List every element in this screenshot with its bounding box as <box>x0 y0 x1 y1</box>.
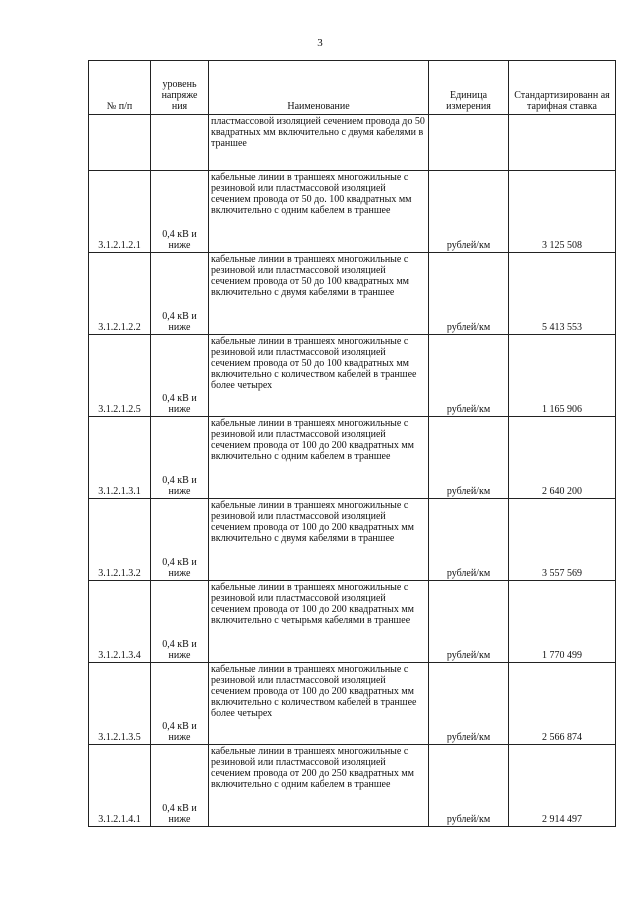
cell-level: 0,4 кВ и ниже <box>151 663 209 745</box>
cell-unit: рублей/км <box>429 663 509 745</box>
cell-rate: 2 566 874 <box>509 663 616 745</box>
cell-unit: рублей/км <box>429 253 509 335</box>
table-row <box>89 745 616 827</box>
table-row <box>89 171 616 253</box>
cell-level: 0,4 кВ и ниже <box>151 745 209 827</box>
cell-unit: рублей/км <box>429 417 509 499</box>
cell-num: 3.1.2.1.2.2 <box>89 253 151 335</box>
cell-rate <box>509 115 616 171</box>
cell-rate: 3 125 508 <box>509 171 616 253</box>
cell-num: 3.1.2.1.3.4 <box>89 581 151 663</box>
cell-unit: рублей/км <box>429 581 509 663</box>
cell-rate: 5 413 553 <box>509 253 616 335</box>
cell-level: 0,4 кВ и ниже <box>151 417 209 499</box>
header-unit: Единица измерения <box>429 61 509 115</box>
cell-name: кабельные линии в траншеях многожильные с резиновой или пластмассовой изоляцией сечением провода от 200 до 250 квадратных мм включительно с одним кабелем в траншее <box>209 745 429 827</box>
cell-unit: рублей/км <box>429 171 509 253</box>
cell-level: 0,4 кВ и ниже <box>151 253 209 335</box>
cell-unit <box>429 115 509 171</box>
cell-name: кабельные линии в траншеях многожильные с резиновой или пластмассовой изоляцией сечением провода от 100 до 200 квадратных мм включительно с одним кабелем в траншее <box>209 417 429 499</box>
cell-level: 0,4 кВ и ниже <box>151 335 209 417</box>
cell-rate: 2 914 497 <box>509 745 616 827</box>
header-name: Наименование <box>209 61 429 115</box>
cell-unit: рублей/км <box>429 335 509 417</box>
cell-num: 3.1.2.1.4.1 <box>89 745 151 827</box>
table-row <box>89 335 616 417</box>
table-row-continuation <box>89 115 616 171</box>
cell-level: 0,4 кВ и ниже <box>151 499 209 581</box>
cell-level <box>151 115 209 171</box>
cell-level: 0,4 кВ и ниже <box>151 581 209 663</box>
cell-unit: рублей/км <box>429 499 509 581</box>
header-level: уровень напряже ния <box>151 61 209 115</box>
table-row <box>89 253 616 335</box>
cell-unit: рублей/км <box>429 745 509 827</box>
cell-name: кабельные линии в траншеях многожильные с резиновой или пластмассовой изоляцией сечением провода от 50 до 100 квадратных мм включительно с двумя кабелями в траншее <box>209 253 429 335</box>
cell-name: кабельные линии в траншеях многожильные с резиновой или пластмассовой изоляцией сечением провода от 50 до 100 квадратных мм включительно с количеством кабелей в траншее более четырех <box>209 335 429 417</box>
cell-num <box>89 115 151 171</box>
cell-num: 3.1.2.1.3.5 <box>89 663 151 745</box>
cell-name: кабельные линии в траншеях многожильные с резиновой или пластмассовой изоляцией сечением провода от 50 до. 100 квадратных мм включительно с одним кабелем в траншее <box>209 171 429 253</box>
cell-num: 3.1.2.1.2.1 <box>89 171 151 253</box>
table-header-row <box>89 61 616 115</box>
table-row <box>89 663 616 745</box>
table-row <box>89 417 616 499</box>
header-rate: Стандартизированн ая тарифная ставка <box>509 61 616 115</box>
cell-rate: 1 165 906 <box>509 335 616 417</box>
cell-name: пластмассовой изоляцией сечением провода до 50 квадратных мм включительно с двумя кабелями в траншее <box>209 115 429 171</box>
cell-name: кабельные линии в траншеях многожильные с резиновой или пластмассовой изоляцией сечением провода от 100 до 200 квадратных мм включительно с четырьмя кабелями в траншее <box>209 581 429 663</box>
cell-name: кабельные линии в траншеях многожильные с резиновой или пластмассовой изоляцией сечением провода от 100 до 200 квадратных мм включительно с двумя кабелями в траншее <box>209 499 429 581</box>
cell-num: 3.1.2.1.2.5 <box>89 335 151 417</box>
table-row <box>89 581 616 663</box>
cell-num: 3.1.2.1.3.1 <box>89 417 151 499</box>
page-number: 3 <box>317 37 323 49</box>
cell-rate: 3 557 569 <box>509 499 616 581</box>
header-num: № п/п <box>89 61 151 115</box>
cell-level: 0,4 кВ и ниже <box>151 171 209 253</box>
cell-num: 3.1.2.1.3.2 <box>89 499 151 581</box>
cell-rate: 2 640 200 <box>509 417 616 499</box>
cell-name: кабельные линии в траншеях многожильные с резиновой или пластмассовой изоляцией сечением провода от 100 до 200 квадратных мм включительно с количеством кабелей в траншее более четырех <box>209 663 429 745</box>
cell-rate: 1 770 499 <box>509 581 616 663</box>
table-row <box>89 499 616 581</box>
tariff-table <box>88 60 616 827</box>
